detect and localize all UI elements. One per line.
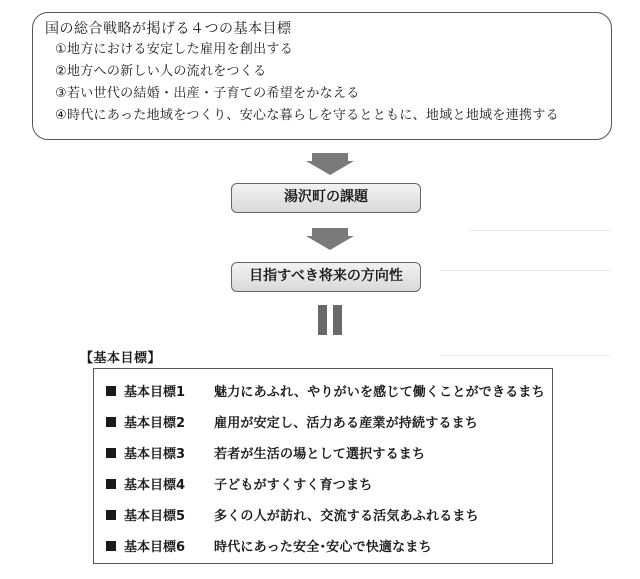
strategy-item-2: ②地方への新しい人の流れをつくる	[55, 64, 267, 79]
goals-heading: 【基本目標】	[80, 351, 162, 366]
square-bullet-icon	[106, 417, 116, 427]
square-bullet-icon	[106, 510, 116, 520]
square-bullet-icon	[106, 541, 116, 551]
square-bullet-icon	[106, 479, 116, 489]
goal-row	[106, 375, 552, 406]
basic-goals-box	[93, 368, 553, 564]
goal-label: 基本目標6	[124, 540, 186, 555]
future-direction-box: 目指すべき将来の方向性	[231, 262, 421, 292]
issues-box: 湯沢町の課題	[231, 183, 421, 213]
goal-label: 基本目標2	[124, 416, 186, 431]
goal-label: 基本目標1	[124, 385, 186, 400]
strategy-item-1: ①地方における安定した雇用を創出する	[55, 42, 294, 57]
goal-text: 魅力にあふれ、やりがいを感じて働くことができるまち	[214, 385, 545, 400]
goal-text: 若者が生活の場として選択するまち	[214, 447, 426, 462]
goal-text: 雇用が安定し、活力ある産業が持続するまち	[214, 416, 479, 431]
goal-row	[106, 530, 552, 561]
national-strategy-box	[32, 12, 612, 140]
goal-text: 子どもがすくすく育つまち	[214, 478, 373, 493]
goal-label: 基本目標5	[124, 509, 186, 524]
strategy-item-3: ③若い世代の結婚・出産・子育ての希望をかなえる	[55, 86, 360, 101]
down-arrow-icon	[306, 153, 354, 175]
square-bullet-icon	[106, 448, 116, 458]
goal-text: 多くの人が訪れ、交流する活気あふれるまち	[214, 509, 479, 524]
strategy-item-4: ④時代にあった地域をつくり、安心な暮らしを守るとともに、地域と地域を連携する	[55, 108, 559, 123]
goal-row	[106, 468, 552, 499]
goal-label: 基本目標4	[124, 478, 186, 493]
goal-row	[106, 437, 552, 468]
square-bullet-icon	[106, 386, 116, 396]
goal-label: 基本目標3	[124, 447, 186, 462]
goal-text: 時代にあった安全･安心で快適なまち	[214, 540, 432, 555]
goal-row	[106, 499, 552, 530]
down-arrow-icon	[306, 228, 354, 250]
strategy-title: 国の総合戦略が掲げる４つの基本目標	[45, 21, 292, 37]
goal-row	[106, 406, 552, 437]
equals-icon	[315, 305, 345, 335]
